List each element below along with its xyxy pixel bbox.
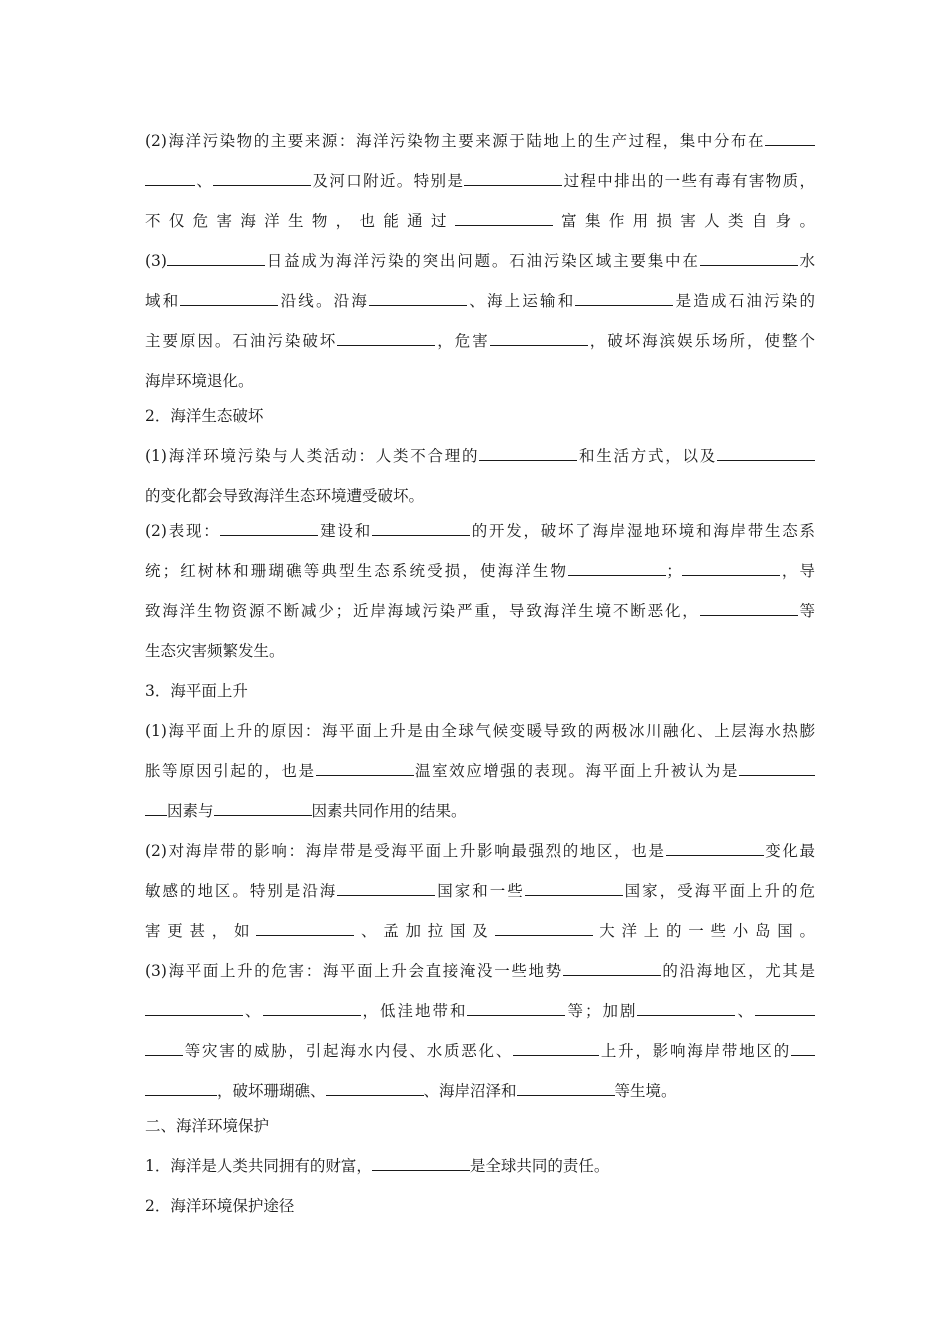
- fill-in-blank[interactable]: [372, 1155, 470, 1171]
- text-line: [145, 405, 815, 427]
- text-segment: 过程中排出的一些有毒有害物质，: [562, 172, 815, 190]
- text-segment: ，低洼地带和: [360, 1002, 468, 1020]
- text-line: [145, 290, 815, 312]
- fill-in-blank[interactable]: [495, 920, 593, 936]
- text-segment: 温室效应增强的表现。海平面上升被认为是: [413, 762, 739, 780]
- fill-in-blank[interactable]: [517, 1080, 615, 1096]
- text-segment: 建设和: [318, 522, 372, 540]
- fill-in-blank[interactable]: [700, 250, 798, 266]
- text-segment: ，破坏海滨娱乐场所，使整个: [587, 332, 815, 350]
- fill-in-blank[interactable]: [316, 760, 414, 776]
- text-segment: (1)海平面上升的原因：海平面上升是由全球气候变暖导致的两极冰川融化、上层海水热膨: [145, 722, 815, 740]
- text-line: [145, 800, 815, 822]
- fill-in-blank[interactable]: [467, 1000, 565, 1016]
- text-segment: (2)表现：: [145, 522, 221, 540]
- fill-in-blank[interactable]: [479, 445, 577, 461]
- text-segment: 国家，受海平面上升的危: [622, 882, 815, 900]
- fill-in-blank[interactable]: [575, 290, 673, 306]
- text-segment: 因素与: [167, 802, 214, 820]
- fill-in-blank[interactable]: [256, 920, 354, 936]
- text-segment: ，破坏珊瑚礁、: [217, 1082, 326, 1100]
- text-line: [145, 600, 815, 622]
- text-line: [145, 680, 815, 702]
- text-segment: 统；红树林和珊瑚礁等典型生态系统受损，使海洋生物: [145, 562, 569, 580]
- text-segment: 1．海洋是人类共同拥有的财富，: [145, 1157, 372, 1175]
- fill-in-blank[interactable]: [490, 330, 588, 346]
- text-line: [145, 1195, 815, 1217]
- text-segment: (1)海洋环境污染与人类活动：人类不合理的: [145, 447, 480, 465]
- text-line: [145, 960, 815, 982]
- text-segment: 等；加剧: [565, 1002, 638, 1020]
- text-segment: 沿线。沿海: [278, 292, 370, 310]
- text-segment: 的开发，破坏了海岸湿地环境和海岸带生态系: [469, 522, 815, 540]
- fill-in-blank[interactable]: [455, 210, 553, 226]
- text-line: [145, 485, 815, 507]
- fill-in-blank[interactable]: [791, 1040, 815, 1056]
- fill-in-blank[interactable]: [220, 520, 318, 536]
- fill-in-blank[interactable]: [326, 1080, 424, 1096]
- text-segment: 、: [195, 172, 214, 190]
- text-line: [145, 170, 815, 192]
- text-line: [145, 1155, 815, 1177]
- text-segment: 日益成为海洋污染的突出问题。石油污染区域主要集中在: [264, 252, 700, 270]
- fill-in-blank[interactable]: [682, 560, 780, 576]
- text-segment: 2．海洋环境保护途径: [145, 1197, 295, 1215]
- text-segment: 是造成石油污染的: [673, 292, 815, 310]
- text-line: [145, 920, 815, 942]
- text-segment: 、孟加拉国及: [354, 922, 495, 940]
- text-segment: 致海洋生物资源不断减少；近岸海域污染严重，导致海洋生境不断恶化，: [145, 602, 700, 620]
- fill-in-blank[interactable]: [167, 250, 265, 266]
- text-segment: 胀等原因引起的，也是: [145, 762, 316, 780]
- text-segment: 等灾害的威胁，引起海水内侵、水质恶化、: [183, 1042, 514, 1060]
- fill-in-blank[interactable]: [337, 880, 435, 896]
- text-line: [145, 760, 815, 782]
- text-segment: 主要原因。石油污染破坏: [145, 332, 338, 350]
- text-segment: 、: [243, 1002, 263, 1020]
- fill-in-blank[interactable]: [568, 560, 666, 576]
- fill-in-blank[interactable]: [145, 170, 195, 186]
- fill-in-blank[interactable]: [717, 445, 815, 461]
- fill-in-blank[interactable]: [666, 840, 764, 856]
- text-segment: 域和: [145, 292, 181, 310]
- fill-in-blank[interactable]: [513, 1040, 599, 1056]
- text-line: [145, 1000, 815, 1022]
- text-segment: 、海上运输和: [467, 292, 576, 310]
- text-line: [145, 640, 815, 662]
- fill-in-blank[interactable]: [563, 960, 661, 976]
- text-segment: 和生活方式，以及: [577, 447, 717, 465]
- text-segment: 敏感的地区。特别是沿海: [145, 882, 338, 900]
- text-segment: 海岸环境退化。: [145, 372, 254, 390]
- fill-in-blank[interactable]: [765, 130, 815, 146]
- text-line: [145, 130, 815, 152]
- text-line: [145, 520, 815, 542]
- text-line: [145, 210, 815, 232]
- text-segment: 及河口附近。特别是: [311, 172, 465, 190]
- text-segment: 、海岸沼泽和: [423, 1082, 517, 1100]
- fill-in-blank[interactable]: [700, 600, 798, 616]
- text-segment: (3)海平面上升的危害：海平面上升会直接淹没一些地势: [145, 962, 563, 980]
- fill-in-blank[interactable]: [214, 800, 312, 816]
- fill-in-blank[interactable]: [213, 170, 311, 186]
- fill-in-blank[interactable]: [145, 1040, 183, 1056]
- text-segment: 害更甚，如: [145, 922, 257, 940]
- fill-in-blank[interactable]: [145, 1000, 243, 1016]
- text-segment: 的变化都会导致海洋生态环境遭受破坏。: [145, 487, 425, 505]
- fill-in-blank[interactable]: [637, 1000, 735, 1016]
- text-segment: ，危害: [435, 332, 490, 350]
- text-segment: 国家和一些: [435, 882, 525, 900]
- fill-in-blank[interactable]: [145, 800, 167, 816]
- text-line: [145, 560, 815, 582]
- text-segment: ，导: [779, 562, 815, 580]
- text-segment: 等生境。: [614, 1082, 677, 1100]
- text-segment: 二、海洋环境保护: [145, 1117, 270, 1135]
- text-segment: 、: [735, 1002, 755, 1020]
- text-segment: (2)对海岸带的影响：海岸带是受海平面上升影响最强烈的地区，也是: [145, 842, 666, 860]
- text-line: [145, 880, 815, 902]
- text-segment: (3): [145, 252, 167, 270]
- fill-in-blank[interactable]: [337, 330, 435, 346]
- text-segment: ；: [666, 562, 682, 580]
- text-line: [145, 330, 815, 352]
- text-segment: 富集作用损害人类自身。: [552, 212, 815, 230]
- text-segment: 的沿海地区，尤其是: [660, 962, 815, 980]
- text-line: [145, 720, 815, 742]
- fill-in-blank[interactable]: [180, 290, 278, 306]
- text-line: [145, 370, 815, 392]
- text-segment: 等: [797, 602, 815, 620]
- fill-in-blank[interactable]: [739, 760, 815, 776]
- text-line: [145, 1040, 815, 1062]
- fill-in-blank[interactable]: [464, 170, 562, 186]
- fill-in-blank[interactable]: [145, 1080, 217, 1096]
- text-segment: 因素共同作用的结果。: [311, 802, 467, 820]
- fill-in-blank[interactable]: [755, 1000, 815, 1016]
- text-line: [145, 1080, 815, 1102]
- text-segment: 3．海平面上升: [145, 682, 248, 700]
- text-segment: 不仅危害海洋生物，也能通过: [145, 212, 455, 230]
- text-segment: (2)海洋污染物的主要来源：海洋污染物主要来源于陆地上的生产过程，集中分布在: [145, 132, 765, 150]
- text-segment: 变化最: [763, 842, 815, 860]
- fill-in-blank[interactable]: [263, 1000, 361, 1016]
- text-segment: 是全球共同的责任。: [469, 1157, 610, 1175]
- text-segment: 水: [797, 252, 815, 270]
- text-line: [145, 445, 815, 467]
- text-line: [145, 250, 815, 272]
- text-line: [145, 840, 815, 862]
- text-line: [145, 1115, 815, 1137]
- text-segment: 2．海洋生态破坏: [145, 407, 264, 425]
- text-segment: 生态灾害频繁发生。: [145, 642, 285, 660]
- text-segment: 大洋上的一些小岛国。: [592, 922, 815, 940]
- fill-in-blank[interactable]: [372, 520, 470, 536]
- fill-in-blank[interactable]: [525, 880, 623, 896]
- fill-in-blank[interactable]: [369, 290, 467, 306]
- text-segment: 上升，影响海岸带地区的: [599, 1042, 791, 1060]
